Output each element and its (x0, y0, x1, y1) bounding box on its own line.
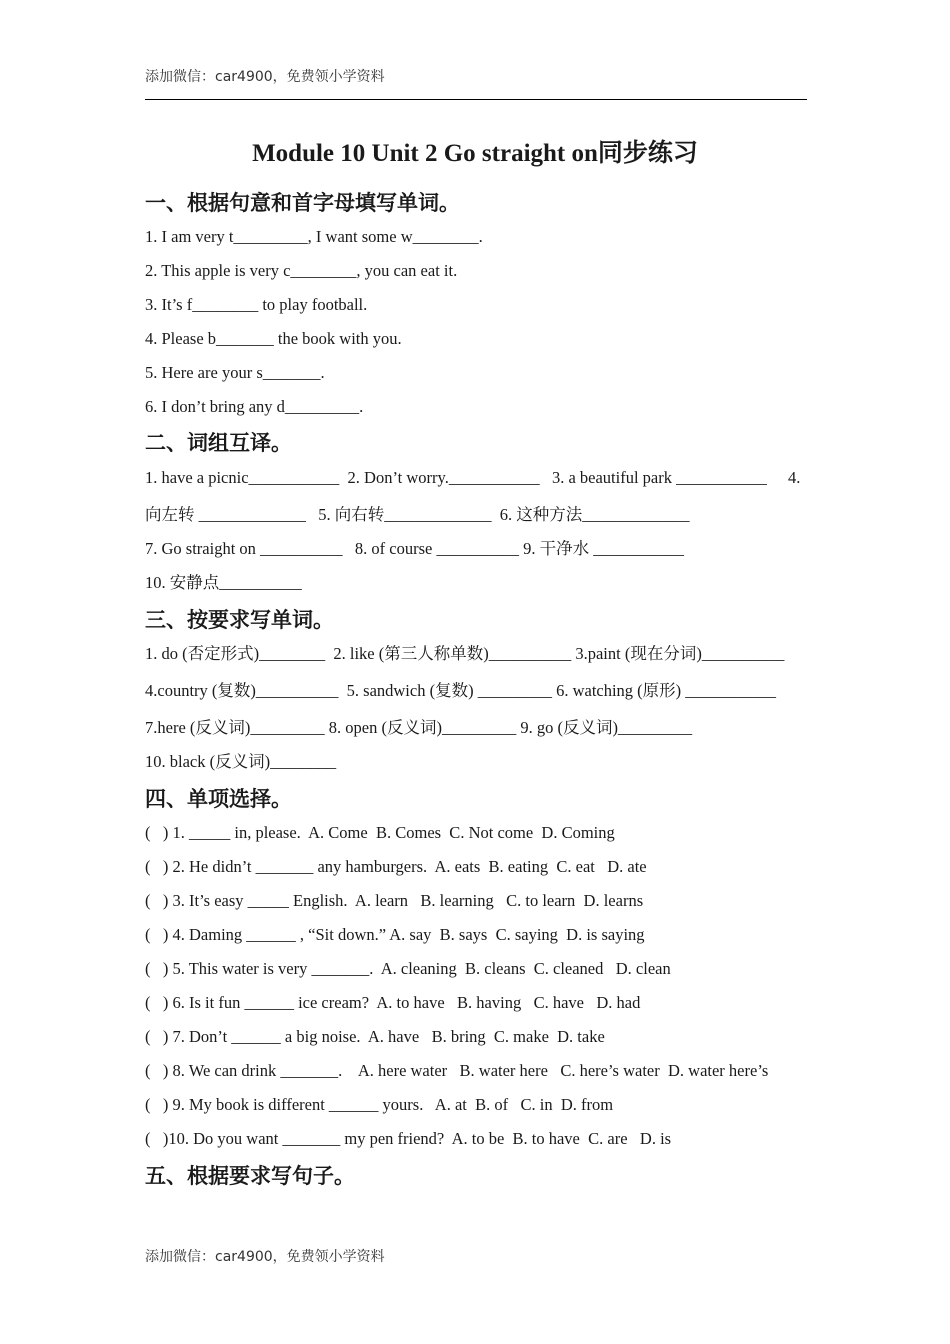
section-3-row-2: 4.country (复数)__________ 5. sandwich (复数) _________ 6. watching (原形) ___________ (145, 681, 777, 700)
section-5-heading: 五、根据要求写句子。 (145, 1164, 355, 1188)
section-2-row-1: 1. have a picnic___________ 2. Don’t worry.___________ 3. a beautiful park ___________ (145, 468, 767, 487)
section-2-row-1-end: 4. (788, 468, 801, 487)
section-4-item-10: ( )10. Do you want _______ my pen friend? A. to be B. to have C. are D. is (145, 1129, 672, 1148)
section-1-heading: 一、根据句意和首字母填写单词。 (145, 191, 460, 215)
section-4-item-2: ( ) 2. He didn’t _______ any hamburgers. A. eats B. eating C. eat D. ate (145, 857, 647, 876)
header-rule (145, 99, 807, 100)
section-4-item-7: ( ) 7. Don’t ______ a big noise. A. have B. bring C. make D. take (145, 1027, 605, 1046)
page-header: 添加微信：car4900，免费领小学资料 (145, 69, 385, 85)
section-3-heading: 三、按要求写单词。 (145, 608, 334, 632)
section-1-item-6: 6. I don’t bring any d_________. (145, 397, 364, 416)
section-4-heading: 四、单项选择。 (145, 787, 292, 811)
page-footer: 添加微信：car4900，免费领小学资料 (145, 1249, 385, 1265)
section-1-item-1: 1. I am very t_________, I want some w________. (145, 227, 483, 246)
section-2-row-2: 向左转 _____________ 5. 向右转_____________ 6. 这种方法_____________ (145, 505, 690, 524)
section-3-row-3: 7.here (反义词)_________ 8. open (反义词)_________ 9. go (反义词)_________ (145, 718, 693, 737)
section-4-item-4: ( ) 4. Daming ______ , “Sit down.” A. say B. says C. saying D. is saying (145, 925, 645, 944)
section-2-heading: 二、词组互译。 (145, 431, 292, 455)
section-1-item-2: 2. This apple is very c________, you can eat it. (145, 261, 458, 280)
section-4-item-5: ( ) 5. This water is very _______. A. cleaning B. cleans C. cleaned D. clean (145, 959, 671, 978)
section-2-row-3: 7. Go straight on __________ 8. of course __________ 9. 干净水 ___________ (145, 539, 684, 558)
section-3-row-1: 1. do (否定形式)________ 2. like (第三人称单数)__________ 3.paint (现在分词)__________ (145, 644, 785, 663)
section-1-item-5: 5. Here are your s_______. (145, 363, 325, 382)
worksheet-title: Module 10 Unit 2 Go straight on同步练习 (252, 140, 698, 167)
section-4-item-1: ( ) 1. _____ in, please. A. Come B. Comes C. Not come D. Coming (145, 823, 615, 842)
section-1-item-4: 4. Please b_______ the book with you. (145, 329, 402, 348)
section-2-row-4: 10. 安静点__________ (145, 573, 302, 592)
section-3-row-4: 10. black (反义词)________ (145, 752, 337, 771)
section-1-item-3: 3. It’s f________ to play football. (145, 295, 368, 314)
section-4-item-6: ( ) 6. Is it fun ______ ice cream? A. to have B. having C. have D. had (145, 993, 641, 1012)
section-4-item-9: ( ) 9. My book is different ______ yours. A. at B. of C. in D. from (145, 1095, 614, 1114)
section-4-item-8: ( ) 8. We can drink _______. A. here water B. water here C. here’s water D. water here’s (145, 1061, 769, 1080)
section-4-item-3: ( ) 3. It’s easy _____ English. A. learn B. learning C. to learn D. learns (145, 891, 644, 910)
